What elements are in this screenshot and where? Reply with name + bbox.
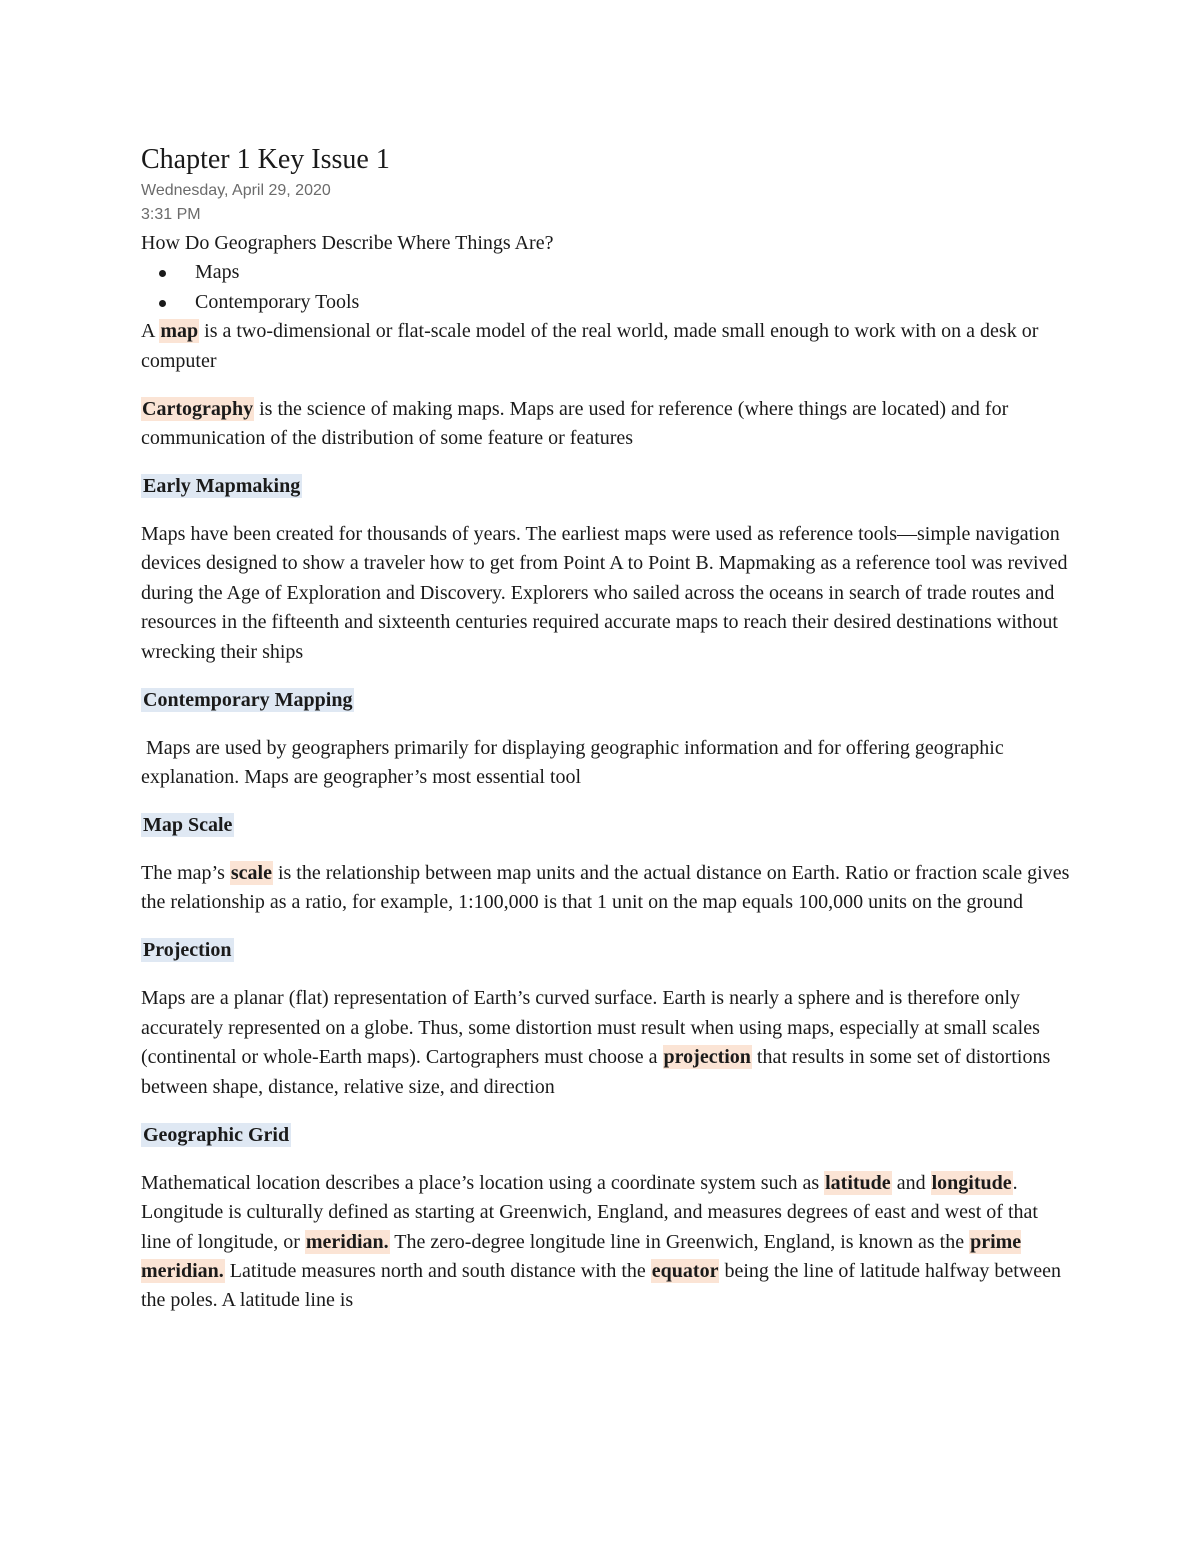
page-date: Wednesday, April 29, 2020 <box>141 182 331 199</box>
note-page <box>141 141 1071 1334</box>
text-run: . Longitude is culturally defined as starting at Greenwich, England, and measures degrees of east and west of that line of longitude, or <box>141 1171 1038 1253</box>
intro-question: How Do Geographers Describe Where Things Are? <box>141 232 554 254</box>
early-mapmaking-paragraph: Maps have been created for thousands of years. The earliest maps were used as reference tools—simple navigation devices designed to show a traveler how to get from Point A to Point B. Mapmaking as a reference tool was revived during the Age of Exploration and Discovery. Explorers who sailed across the oceans in search of trade routes and resources in the fifteenth and sixteenth centuries required accurate maps to reach their desired destinations without wrecking their ships <box>141 523 1068 663</box>
term-prime-meridian: prime meridian. <box>141 1230 1022 1282</box>
text-run: and <box>891 1171 931 1194</box>
term-longitude: longitude <box>931 1171 1012 1194</box>
term-cartography: Cartography <box>142 397 254 420</box>
term-equator: equator <box>651 1259 719 1282</box>
heading-contemporary-mapping <box>141 686 1071 715</box>
heading-label: Geographic Grid <box>143 1123 290 1146</box>
heading-label: Contemporary Mapping <box>143 688 353 711</box>
term-projection: projection <box>663 1046 751 1069</box>
term-scale: scale <box>230 862 272 885</box>
map-definition-paragraph <box>141 317 1071 376</box>
text-run: being the line of latitude halfway between the poles. A latitude line is <box>141 1259 1062 1312</box>
heading-label: Map Scale <box>143 814 233 837</box>
bullet-item: Maps <box>141 258 1071 287</box>
text-run: Mathematical location describes a place’s location using a coordinate system such as <box>141 1171 825 1194</box>
term-latitude: latitude <box>825 1171 891 1194</box>
text-run: The zero-degree longitude line in Greenwich, England, is known as the <box>389 1230 970 1253</box>
text-run: is the relationship between map units and the actual distance on Earth. Ratio or fraction scale gives the relationship as a ratio, for example, 1:100,000 is that 1 unit on the map equals 100,000 units on the ground <box>141 862 1070 914</box>
page-time: 3:31 PM <box>141 206 201 223</box>
heading-early-mapmaking <box>141 472 1071 501</box>
heading-geographic-grid <box>141 1121 1071 1150</box>
text-run: is the science of making maps. Maps are used for reference (where things are located) and for communication of the distribution of some feature or features <box>141 397 1009 450</box>
map-scale-paragraph <box>141 859 1071 918</box>
heading-projection <box>141 936 1071 965</box>
bullet-item: Contemporary Tools <box>141 288 1071 317</box>
heading-label: Projection <box>143 939 232 962</box>
text-run: Maps are a planar (flat) representation of Earth’s curved surface. Earth is nearly a sphere and is therefore only accurately represented on a globe. Thus, some distortion must result when using maps, especially at small scales (continental or whole-Earth maps). Cartographers must choose a <box>141 987 1040 1069</box>
cartography-paragraph <box>141 395 1071 454</box>
text-run: Latitude measures north and south distance with the <box>224 1259 651 1282</box>
text-run: The map’s <box>141 862 230 885</box>
term-map: map <box>160 320 199 343</box>
text-run: is a two-dimensional or flat-scale model of the real world, made small enough to work with on a desk or computer <box>141 320 1039 372</box>
text-run: A <box>141 320 160 343</box>
intro-bullet-list <box>141 258 1071 317</box>
contemporary-mapping-paragraph: Maps are used by geographers primarily for displaying geographic information and for offering geographic explanation. Maps are geographer’s most essential tool <box>141 736 1009 789</box>
geographic-grid-paragraph <box>141 1169 1071 1316</box>
term-meridian: meridian. <box>305 1230 389 1253</box>
text-run: that results in some set of distortions between shape, distance, relative size, and direction <box>141 1046 1051 1098</box>
heading-label: Early Mapmaking <box>143 475 301 498</box>
projection-paragraph <box>141 984 1071 1102</box>
page-title: Chapter 1 Key Issue 1 <box>141 144 390 175</box>
heading-map-scale <box>141 811 1071 840</box>
